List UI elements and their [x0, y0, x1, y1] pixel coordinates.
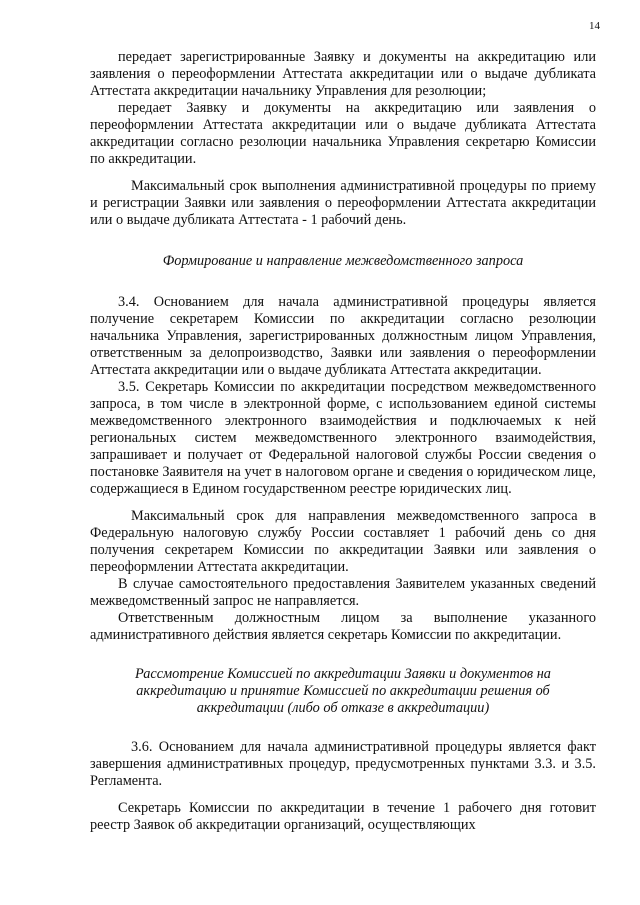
paragraph-3-5: 3.5. Секретарь Комиссии по аккредитации посредством межведомственного запроса, в том числе в электронной форме, с использованием единой системы межведомственного электронного взаимодействия и подключаемых к ней региональных систем межведомственного электронного взаимодействия, запрашивает и получает от Федеральной налоговой службы России сведения о постановке Заявителя на учет в налоговом органе и сведения о юридическом лице, содержащиеся в Едином государственном реестре юридических лиц.	[90, 379, 596, 497]
paragraph-self-provided: В случае самостоятельного предоставления Заявителем указанных сведений межведомственный запрос не направляется.	[90, 576, 596, 609]
paragraph-3-4: 3.4. Основанием для начала административной процедуры является получение секретарем Комиссии по аккредитации согласно резолюции начальника Управления, зарегистрированных должностным лицом Управления, ответственным за делопроизводство, Заявки или заявления о переоформлении Аттестата аккредитации или о выдаче дубликата Аттестата аккредитации.	[90, 294, 596, 378]
paragraph-max-term-registration: Максимальный срок выполнения административной процедуры по приему и регистрации Заявки или заявления о переоформлении Аттестата аккредитации или о выдаче дубликата Аттестата - 1 рабочий день.	[90, 178, 596, 228]
paragraph-responsible-official: Ответственным должностным лицом за выполнение указанного административного действия является секретарь Комиссии по аккредитации.	[90, 610, 596, 643]
page-number: 14	[589, 20, 600, 32]
paragraph-forward-to-secretary: передает Заявку и документы на аккредитацию или заявления о переоформлении Аттестата аккредитации или о выдаче дубликата Аттестата аккредитации согласно резолюции начальника Управления секретарю Комиссии по аккредитации.	[90, 100, 596, 167]
paragraph-max-term-request: Максимальный срок для направления межведомственного запроса в Федеральную налоговую службу России составляет 1 рабочий день со дня получения секретарем Комиссии по аккредитации Заявки или заявления о переоформлении Аттестата аккредитации.	[90, 508, 596, 575]
paragraph-forward-to-head: передает зарегистрированные Заявку и документы на аккредитацию или заявления о переоформлении Аттестата аккредитации или о выдаче дубликата Аттестата аккредитации начальнику Управления для резолюции;	[90, 49, 596, 99]
section-heading-commission-review: Рассмотрение Комиссией по аккредитации Заявки и документов на аккредитацию и принятие Комиссией по аккредитации решения об аккредитации (либо об отказе в аккредитации)	[135, 666, 551, 716]
document-body	[90, 49, 596, 834]
paragraph-secretary-registry: Секретарь Комиссии по аккредитации в течение 1 рабочего дня готовит реестр Заявок об аккредитации организаций, осуществляющих	[90, 800, 596, 833]
section-heading-interagency-request: Формирование и направление межведомственного запроса	[162, 253, 524, 269]
paragraph-3-6: 3.6. Основанием для начала административной процедуры является факт завершения административных процедур, предусмотренных пунктами 3.3. и 3.5. Регламента.	[90, 739, 596, 789]
